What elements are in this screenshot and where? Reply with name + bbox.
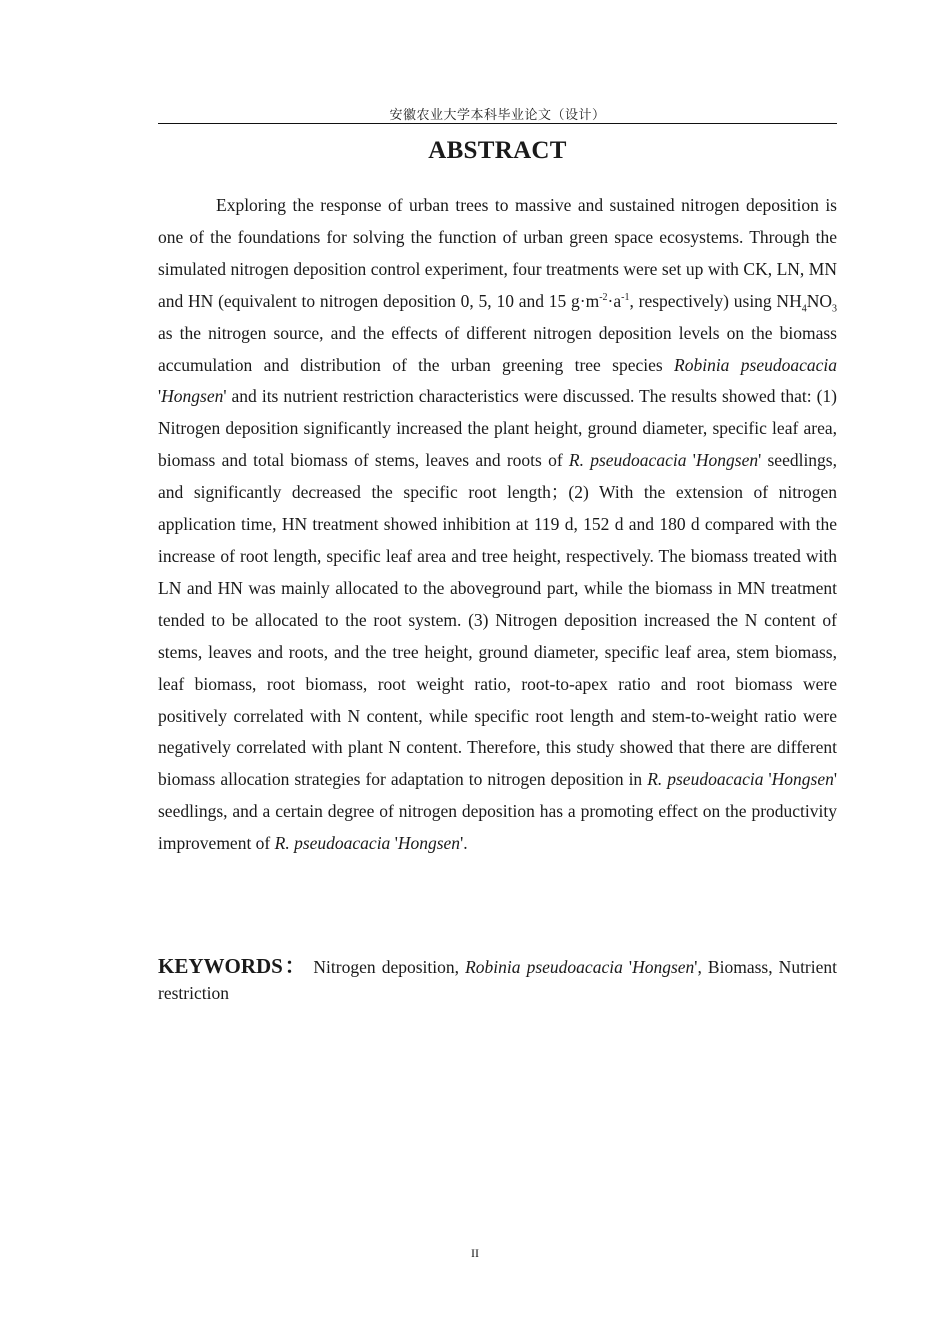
superscript: -1 bbox=[621, 291, 630, 303]
header-rule bbox=[158, 123, 837, 124]
keywords-text: ' bbox=[622, 957, 633, 977]
abstract-title: ABSTRACT bbox=[428, 137, 567, 164]
abstract-text: ' and its nutrient restriction characteristics were discussed. The results showed that: (1) Nitrogen deposition significantly increased the plant height, ground diameter, specific leaf area, biomass and total biomass of stems, leaves and roots of bbox=[158, 386, 837, 471]
cultivar-name: Hongsen bbox=[397, 833, 461, 854]
abstract-text: ' bbox=[763, 769, 772, 790]
subscript: 4 bbox=[801, 303, 807, 315]
species-name: R. pseudoacacia bbox=[568, 450, 687, 471]
page-number: II bbox=[471, 1246, 479, 1260]
abstract-text: Exploring the response of urban trees to massive and sustained nitrogen deposition is one of the foundations for solving the function of urban green space ecosystems. Through the simulated nitrogen deposition control experiment, four treatments were set up with CK, LN, MN and HN (equivalent to nitrogen deposition 0, 5, 10 and 15 g·m bbox=[158, 195, 837, 311]
species-name: Robinia pseudoacacia bbox=[674, 354, 837, 375]
cultivar-name: Hongsen bbox=[632, 957, 695, 977]
abstract-text: as the nitrogen source, and the effects of different nitrogen deposition levels on the biomass accumulation and distribution of the urban greening tree species bbox=[158, 322, 837, 375]
keywords-section bbox=[158, 953, 837, 1006]
abstract-text: '. bbox=[460, 833, 468, 854]
superscript: -2 bbox=[599, 291, 608, 303]
cultivar-name: Hongsen bbox=[695, 450, 759, 471]
species-name: Robinia pseudoacacia bbox=[465, 957, 623, 977]
abstract-text: , respectively) using NH bbox=[629, 290, 802, 311]
abstract-text: ·a bbox=[607, 290, 622, 311]
cultivar-name: Hongsen bbox=[161, 386, 224, 407]
abstract-body bbox=[158, 190, 837, 860]
abstract-text: ' bbox=[390, 833, 398, 854]
cultivar-name: Hongsen bbox=[771, 769, 834, 790]
abstract-paragraph bbox=[158, 190, 837, 860]
species-name: R. pseudoacacia bbox=[647, 769, 764, 790]
abstract-text: ' seedlings, and significantly decreased the specific root length；(2) With the extension of nitrogen application time, HN treatment showed inhibition at 119 d, 152 d and 180 d compared with the increase of root length, specific leaf area and tree height, respectively. The biomass treated with LN and HN was mainly allocated to the aboveground part, while the biomass in MN treatment tended to be allocated to the root system. (3) Nitrogen deposition increased the N content of stems, leaves and roots, and the tree height, ground diameter, specific leaf area, stem biomass, leaf biomass, root biomass, root weight ratio, root-to-apex ratio and root biomass were positively correlated with N content, while specific root length and stem-to-weight ratio were negatively correlated with plant N content. Therefore, this study showed that there are different biomass allocation strategies for adaptation to nitrogen deposition in bbox=[158, 450, 837, 790]
page-header: 安徽农业大学本科毕业论文（设计） bbox=[389, 107, 606, 122]
keywords-label: KEYWORDS： bbox=[158, 954, 308, 978]
abstract-text: ' bbox=[686, 450, 696, 471]
keywords-text: ', Biomass, Nutrient restriction bbox=[158, 957, 837, 1003]
abstract-text: ' seedlings, and a certain degree of nitrogen deposition has a promoting effect on the productivity improvement of bbox=[158, 769, 838, 854]
species-name: R. pseudoacacia bbox=[274, 833, 391, 854]
abstract-text: NO bbox=[806, 290, 832, 311]
subscript: 3 bbox=[832, 303, 837, 315]
abstract-text: ' bbox=[158, 386, 162, 407]
keywords-text: Nitrogen deposition, bbox=[307, 957, 466, 977]
